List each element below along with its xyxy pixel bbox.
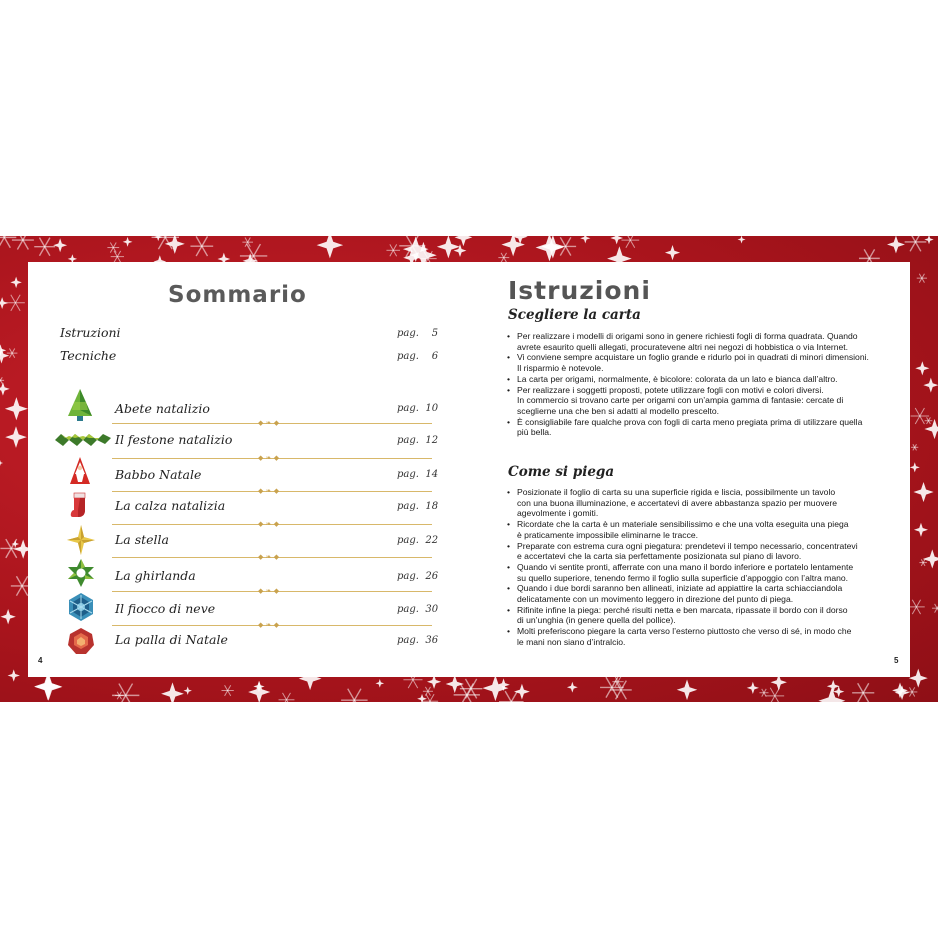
list-item: • Rifinite infine la piega: perché risulti netta e ben marcata, ripassate il bordo con il dorso di un’unghia (in genere quella del pollice). bbox=[506, 605, 901, 626]
snowflake-decoration bbox=[454, 683, 480, 702]
snowflake-decoration bbox=[919, 559, 927, 565]
snowflake-decoration bbox=[221, 685, 233, 696]
list-item: • La carta per origami, normalmente, è bicolore: colorata da un lato e bianca dall’altro. bbox=[506, 374, 901, 385]
snowflake-decoration bbox=[600, 677, 624, 697]
sparkle-decoration bbox=[437, 236, 460, 258]
snowflake-decoration bbox=[111, 251, 124, 263]
sparkle-decoration bbox=[0, 609, 15, 624]
snowflake-decoration bbox=[905, 236, 927, 251]
toc-divider: ◆ ❧ ◆ bbox=[112, 557, 432, 558]
toc-divider: ◆ ❧ ◆ bbox=[112, 591, 432, 592]
toc-page-tecniche: pag. 6 bbox=[397, 351, 439, 362]
toc-entry-abete-natalizio[interactable]: Abete natalizio bbox=[115, 401, 210, 416]
stocking-icon bbox=[70, 492, 92, 520]
sparkle-decoration bbox=[5, 397, 28, 420]
snowflake-decoration bbox=[908, 600, 925, 614]
sparkle-decoration bbox=[0, 297, 8, 309]
sparkle-decoration bbox=[0, 460, 3, 466]
sparkle-decoration bbox=[665, 245, 680, 260]
sparkle-decoration bbox=[887, 236, 905, 253]
sparkle-decoration bbox=[892, 682, 908, 698]
list-item: • Per realizzare i modelli di origami sono in genere richiesti fogli di forma quadrata. Quando avrete esaurito quelli allegati, procuratevene altri nei negozi di hobbistica o via Internet. bbox=[506, 331, 901, 352]
garland-icon bbox=[55, 430, 111, 448]
snowflake-decoration bbox=[621, 236, 639, 248]
sparkle-decoration bbox=[8, 669, 20, 681]
snowflake-icon bbox=[66, 592, 96, 622]
toc-divider: ◆ ❧ ◆ bbox=[112, 524, 432, 525]
section-heading-scegliere: Scegliere la carta bbox=[508, 307, 641, 323]
snowflake-decoration bbox=[279, 693, 295, 702]
toc-page-fiocco-di-neve: pag. 30 bbox=[397, 604, 439, 615]
sparkle-decoration bbox=[0, 382, 10, 395]
snowflake-decoration bbox=[932, 604, 938, 613]
fir-tree-icon bbox=[67, 388, 93, 422]
snowflake-decoration bbox=[7, 349, 18, 358]
list-item: • Ricordate che la carta è un materiale sensibilissimo e che una volta eseguita una piega è praticamente impossibile eliminarne le tracce. bbox=[506, 519, 901, 540]
list-item: • È consigliabile fare qualche prova con fogli di carta meno pregiata prima di utilizzare quella più bella. bbox=[506, 417, 901, 438]
snowflake-decoration bbox=[766, 688, 785, 702]
toc-divider: ◆ ❧ ◆ bbox=[112, 491, 432, 492]
snowflake-decoration bbox=[0, 377, 4, 383]
list-item: • Preparate con estrema cura ogni piegatura: prendetevi il tempo necessario, concentratevi e accertatevi che la carta sia perfettamente posizionata sul piano di lavoro. bbox=[506, 541, 901, 562]
sparkle-decoration bbox=[165, 236, 185, 254]
snowflake-decoration bbox=[925, 417, 933, 424]
toc-entry-tecniche[interactable]: Tecniche bbox=[60, 348, 117, 363]
sparkle-decoration bbox=[567, 682, 578, 693]
snowflake-decoration bbox=[423, 687, 433, 696]
list-item: • Quando i due bordi saranno ben allineati, iniziate ad appiattire la carta schiacciandola delicatamente con un movimento leggero in direzione del punto di piega. bbox=[506, 583, 901, 604]
sparkle-decoration bbox=[924, 419, 938, 439]
snowflake-decoration bbox=[498, 253, 509, 262]
sparkle-decoration bbox=[610, 236, 623, 244]
sparkle-decoration bbox=[5, 426, 27, 448]
sparkle-decoration bbox=[923, 378, 938, 393]
sparkle-decoration bbox=[924, 236, 933, 244]
toc-page-stella: pag. 22 bbox=[397, 535, 439, 546]
toc-entry-stella[interactable]: La stella bbox=[115, 532, 170, 547]
sparkle-decoration bbox=[514, 684, 530, 700]
snowflake-decoration bbox=[341, 689, 367, 702]
sparkle-decoration bbox=[375, 679, 384, 688]
sparkle-decoration bbox=[248, 681, 270, 702]
snowflake-decoration bbox=[911, 444, 918, 450]
toc-page-ghirlanda: pag. 26 bbox=[397, 571, 439, 582]
sparkle-decoration bbox=[915, 361, 929, 375]
sparkle-decoration bbox=[738, 236, 746, 244]
sparkle-decoration bbox=[183, 686, 191, 694]
sparkle-decoration bbox=[580, 236, 590, 243]
toc-page-palla-di-natale: pag. 36 bbox=[397, 635, 439, 646]
star-icon bbox=[66, 524, 96, 556]
toc-entry-calza-natalizia[interactable]: La calza natalizia bbox=[115, 498, 226, 513]
toc-divider: ◆ ❧ ◆ bbox=[112, 423, 432, 424]
sparkle-decoration bbox=[455, 236, 473, 246]
sparkle-decoration bbox=[53, 238, 67, 252]
list-item: • Per realizzare i soggetti proposti, potete utilizzare fogli con motivi e colori diversi. In commercio si trovano carte per origami con un’ampia gamma di fantasie: cercate di sceglierne una che ben si adatti al modello prescelto. bbox=[506, 385, 901, 417]
list-item: • Molti preferiscono piegare la carta verso l’esterno piuttosto che verso di sé, in modo che le mani non siano d’intralcio. bbox=[506, 626, 901, 647]
toc-page-babbo-natale: pag. 14 bbox=[397, 469, 439, 480]
sparkle-decoration bbox=[536, 236, 564, 261]
instructions-title: Istruzioni bbox=[508, 276, 651, 305]
snowflake-decoration bbox=[907, 687, 917, 696]
sparkle-decoration bbox=[317, 236, 344, 258]
toc-title: Sommario bbox=[168, 282, 307, 308]
toc-entry-istruzioni[interactable]: Istruzioni bbox=[60, 325, 121, 340]
toc-entry-festone-natalizio[interactable]: Il festone natalizio bbox=[115, 432, 233, 447]
snowflake-decoration bbox=[112, 684, 139, 702]
sparkle-decoration bbox=[446, 675, 464, 693]
page-number-right: 5 bbox=[894, 656, 899, 665]
toc-entry-palla-di-natale[interactable]: La palla di Natale bbox=[115, 632, 228, 647]
list-item: • Posizionate il foglio di carta su una superficie rigida e liscia, possibilmente un tavolo con una buona illuminazione, e accertatevi di avere abbastanza spazio per muovere agevolmente i gomiti. bbox=[506, 487, 901, 519]
sparkle-decoration bbox=[123, 237, 133, 247]
snowflake-decoration bbox=[386, 244, 400, 256]
toc-divider: ◆ ❧ ◆ bbox=[112, 625, 432, 626]
bullet-list-scegliere bbox=[506, 331, 901, 438]
list-item: • Quando vi sentite pronti, afferrate con una mano il bordo inferiore e portatelo lentamente su quello superiore, tenendo fermo il foglio sulla superficie d’appoggio con l’altra mano. bbox=[506, 562, 901, 583]
toc-page-istruzioni: pag. 5 bbox=[397, 328, 439, 339]
snowflake-decoration bbox=[34, 238, 55, 256]
toc-divider: ◆ ❧ ◆ bbox=[112, 458, 432, 459]
sparkle-decoration bbox=[747, 682, 759, 694]
snowflake-decoration bbox=[852, 683, 874, 702]
sparkle-decoration bbox=[914, 523, 928, 537]
snowflake-decoration bbox=[107, 242, 119, 252]
snowflake-decoration bbox=[917, 274, 927, 283]
snowflake-decoration bbox=[0, 236, 16, 248]
list-item: • Vi conviene sempre acquistare un foglio grande e ridurlo poi in quadrati di minori dimensioni. Il risparmio è notevole. bbox=[506, 352, 901, 373]
sparkle-decoration bbox=[818, 687, 845, 702]
toc-page-calza-natalizia: pag. 18 bbox=[397, 501, 439, 512]
snowflake-decoration bbox=[6, 295, 25, 311]
sparkle-decoration bbox=[910, 462, 920, 472]
sparkle-decoration bbox=[913, 482, 933, 502]
sparkle-decoration bbox=[161, 682, 184, 702]
snowflake-decoration bbox=[911, 408, 929, 424]
toc-entry-babbo-natale[interactable]: Babbo Natale bbox=[115, 467, 202, 482]
toc-page-abete-natalizio: pag. 10 bbox=[397, 403, 439, 414]
sparkle-decoration bbox=[154, 236, 162, 241]
bauble-icon bbox=[67, 627, 95, 655]
section-heading-come-si-piega: Come si piega bbox=[508, 464, 615, 480]
bullet-list-come-si-piega bbox=[506, 487, 901, 648]
toc-page-festone-natalizio: pag. 12 bbox=[397, 435, 439, 446]
sparkle-decoration bbox=[895, 685, 910, 700]
snowflake-decoration bbox=[190, 236, 213, 256]
toc-entry-ghirlanda[interactable]: La ghirlanda bbox=[115, 568, 196, 583]
sparkle-decoration bbox=[677, 680, 698, 701]
sparkle-decoration bbox=[909, 669, 928, 688]
page-number-left: 4 bbox=[38, 656, 43, 665]
sparkle-decoration bbox=[10, 277, 21, 288]
wreath-icon bbox=[66, 558, 96, 588]
toc-entry-fiocco-di-neve[interactable]: Il fiocco di neve bbox=[115, 601, 216, 616]
santa-icon bbox=[68, 456, 92, 486]
